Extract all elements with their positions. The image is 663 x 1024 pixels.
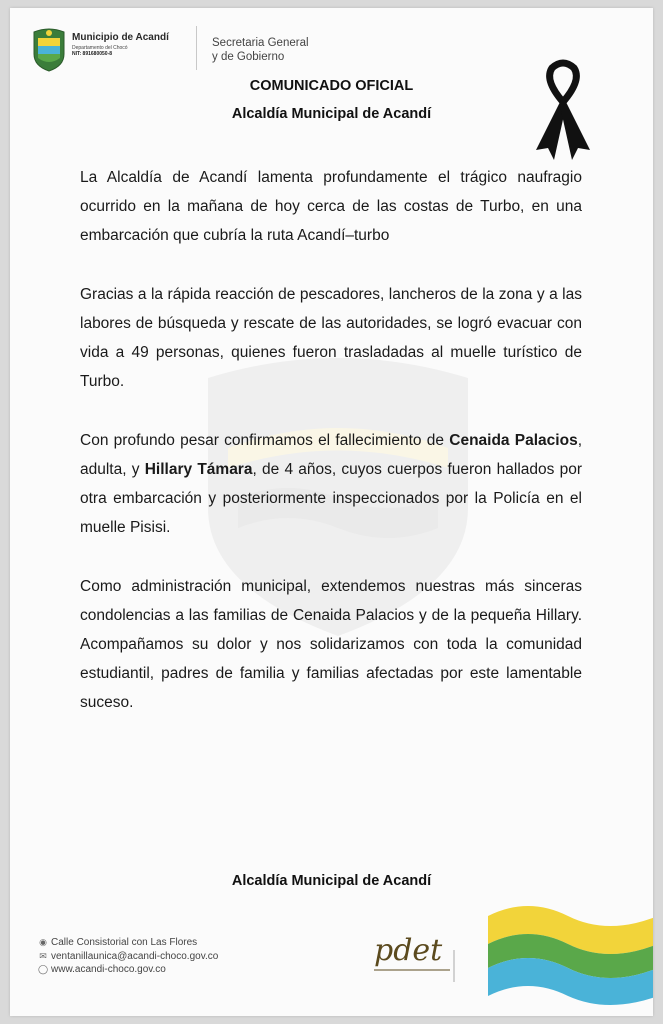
- paragraph-4: Como administración municipal, extendemos nuestras más sinceras condolencias a las familias de Cenaida Palacios y de la pequeña Hillary. Acompañamos su dolor y nos solidarizamos con toda la comunidad estudiantil, padres de familia y familias afectadas por este lamentable suceso.: [80, 578, 582, 711]
- nit-number: NIT: 891680050-8: [72, 51, 113, 57]
- document-title: COMUNICADO OFICIAL: [249, 78, 414, 94]
- email-row[interactable]: [38, 950, 218, 964]
- website-row[interactable]: [38, 963, 218, 977]
- paragraph-1: La Alcaldía de Acandí lamenta profundamente el trágico naufragio ocurrido en la mañana de hoy cerca de las costas de Turbo, en una embarcación que cubría la ruta Acandí–turbo: [80, 169, 582, 244]
- pdet-logo: [370, 920, 460, 986]
- paragraph-3-part-2: , adulta, y: [80, 432, 582, 478]
- paragraph-3-part-3: , de 4 años, cuyos cuerpos fueron hallados por otra embarcación y posteriormente inspeccionados por la Policía en el muelle Pisisi.: [80, 461, 582, 536]
- municipal-shield-logo: [30, 26, 68, 72]
- document-subtitle: Alcaldía Municipal de Acandí: [231, 106, 432, 122]
- victim-name-1: Cenaida Palacios: [449, 432, 578, 449]
- website-link[interactable]: www.acandi-choco.gov.co: [51, 964, 166, 975]
- address-row: [38, 936, 218, 950]
- contact-info: [38, 936, 218, 977]
- location-pin-icon: ◉: [39, 937, 47, 947]
- header-divider: [196, 26, 197, 70]
- email-link[interactable]: ventanillaunica@acandi-choco.gov.co: [51, 950, 219, 962]
- address-text: Calle Consistorial con Las Flores: [51, 937, 198, 948]
- globe-icon: ◯: [38, 964, 49, 974]
- municipality-name: Municipio de Acandí: [72, 32, 169, 43]
- secretaria-label: [212, 36, 352, 64]
- paragraph-3: [80, 426, 582, 542]
- signature-line: Alcaldía Municipal de Acandí: [231, 873, 432, 889]
- envelope-icon: ✉: [39, 950, 47, 961]
- pdet-logo-text: pdet: [374, 933, 443, 968]
- acandi-flag-graphic: [488, 896, 653, 1006]
- communique-body: [80, 163, 582, 747]
- secretaria-line-1: Secretaria General: [212, 37, 309, 49]
- paragraph-3-part-1: Con profundo pesar confirmamos el fallecimiento de: [80, 432, 450, 449]
- department-name: Departamento del Chocó: [72, 45, 128, 51]
- victim-name-2: Hillary Támara: [144, 461, 253, 478]
- secretaria-line-2: y de Gobierno: [212, 51, 285, 63]
- paragraph-2: Gracias a la rápida reacción de pescadores, lancheros de la zona y a las labores de búsqueda y rescate de las autoridades, se logró evacuar con vida a 49 personas, quienes fueron trasladadas al muelle turístico de Turbo.: [80, 286, 582, 390]
- document-page: [10, 8, 653, 1016]
